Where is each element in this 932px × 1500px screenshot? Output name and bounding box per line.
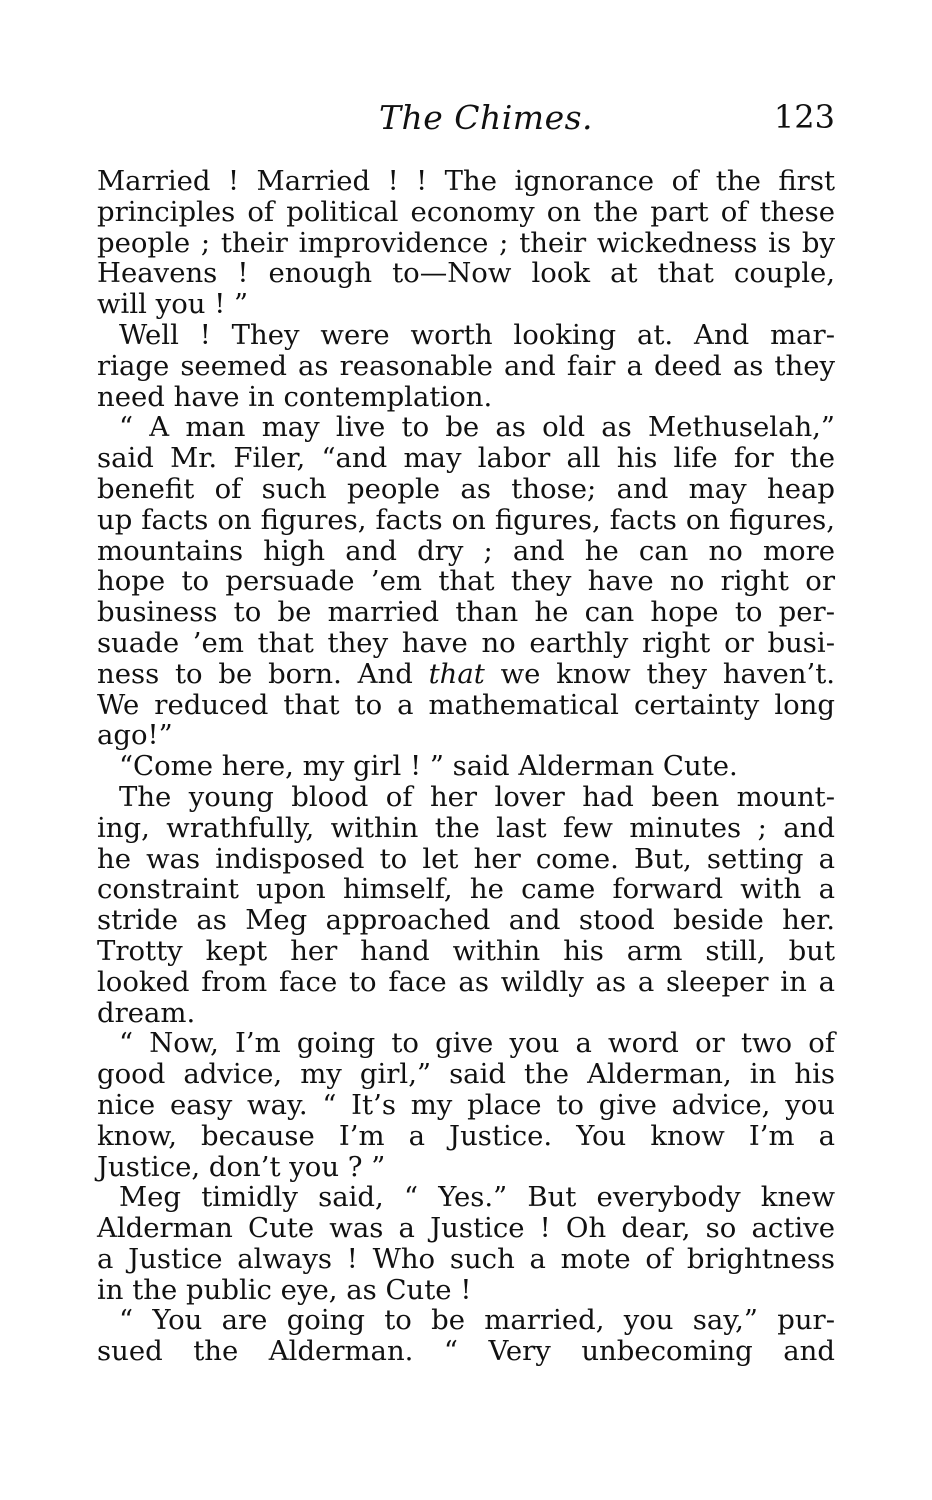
text-line: benefit of such people as those; and may heap <box>97 472 835 505</box>
text-line: he was indisposed to let her come. But, setting a <box>97 842 835 875</box>
text-line: Well ! They were worth looking at. And mar- <box>119 318 835 351</box>
text-line: riage seemed as reasonable and fair a deed as they <box>97 349 835 382</box>
text-line <box>97 659 835 690</box>
text-line: hope to persuade ’em that they have no right or <box>97 565 835 598</box>
text-fragment: we know they haven’t. <box>484 657 835 690</box>
text-line: up facts on figures, facts on figures, facts on figures, <box>97 503 835 536</box>
text-line: Justice, don’t you ? ” <box>97 1150 386 1183</box>
text-line: Meg timidly said, “ Yes.” But everybody knew <box>119 1181 835 1214</box>
text-line: constraint upon himself, he came forward with a <box>97 873 835 906</box>
text-line: “ A man may live to be as old as Methuselah,” <box>119 411 835 444</box>
text-line: Trotty kept her hand within his arm still, but <box>97 934 835 967</box>
text-line: know, because I’m a Justice. You know I’m a <box>97 1119 835 1152</box>
text-line: said Mr. Filer, “and may labor all his life for the <box>97 442 835 475</box>
emphasis-word: that <box>428 657 485 690</box>
text-line: a Justice always ! Who such a mote of brightness <box>97 1242 835 1275</box>
text-line: The young blood of her lover had been mount- <box>119 780 835 813</box>
running-title: The Chimes. <box>378 98 594 137</box>
text-line: good advice, my girl,” said the Alderman, in his <box>97 1058 835 1091</box>
page-number: 123 <box>773 98 835 136</box>
text-line: business to be married than he can hope to per- <box>97 596 835 629</box>
text-line: principles of political economy on the part of these <box>97 195 835 228</box>
running-head <box>97 98 835 142</box>
text-line: dream. <box>97 996 196 1029</box>
text-line: “ You are going to be married, you say,” pur- <box>119 1304 835 1337</box>
text-line: “Come here, my girl ! ” said Alderman Cute. <box>119 750 738 783</box>
text-line: ing, wrathfully, within the last few minutes ; and <box>97 811 835 844</box>
text-fragment: ness to be born. And <box>97 657 429 690</box>
text-line: sued the Alderman. “ Very unbecoming and <box>97 1335 835 1368</box>
text-line: mountains high and dry ; and he can no more <box>97 534 835 567</box>
text-line: “ Now, I’m going to give you a word or two of <box>119 1027 835 1060</box>
text-line: suade ’em that they have no earthly right or busi- <box>97 626 835 659</box>
text-line: people ; their improvidence ; their wickedness is by <box>97 226 835 259</box>
book-page <box>97 98 835 1367</box>
text-line: Alderman Cute was a Justice ! Oh dear, so active <box>97 1212 835 1245</box>
body-text <box>97 166 835 1367</box>
text-line: need have in contemplation. <box>97 380 493 413</box>
text-line: will you ! ” <box>97 288 249 321</box>
text-line: nice easy way. “ It’s my place to give advice, you <box>97 1088 835 1121</box>
text-line: looked from face to face as wildly as a sleeper in a <box>97 965 835 998</box>
text-line: in the public eye, as Cute ! <box>97 1273 472 1306</box>
text-line: stride as Meg approached and stood beside her. <box>97 904 835 937</box>
text-line: Heavens ! enough to—Now look at that couple, <box>97 257 835 290</box>
text-line: We reduced that to a mathematical certainty long <box>97 688 835 721</box>
text-line: Married ! Married ! ! The ignorance of the first <box>97 165 835 197</box>
text-line: ago!” <box>97 719 173 752</box>
